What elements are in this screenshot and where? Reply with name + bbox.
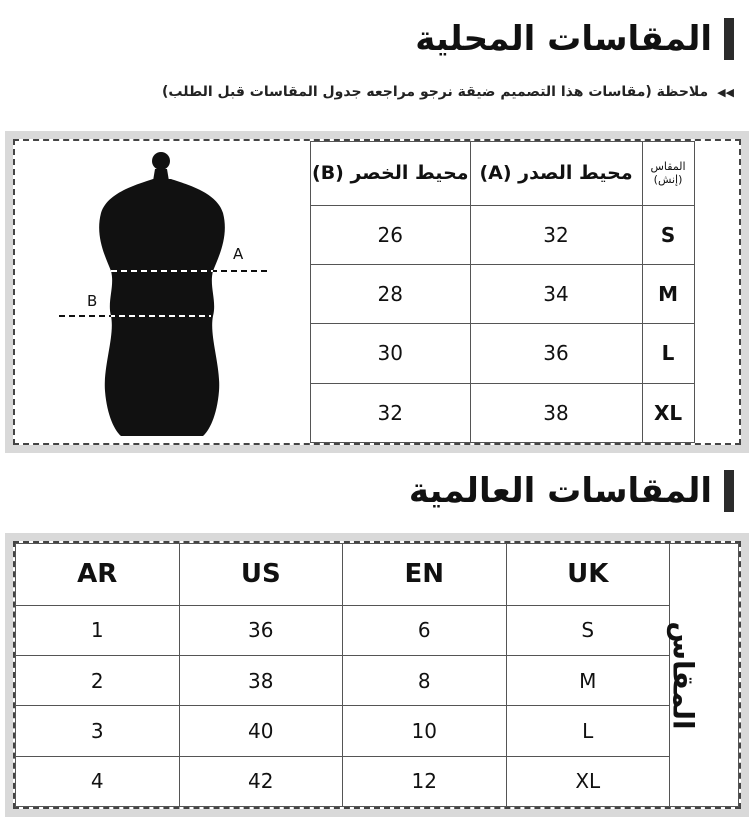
global-size-chart-frame: [5, 533, 749, 817]
uk-cell: XL: [506, 756, 670, 806]
heading-bar: [724, 470, 734, 512]
header-uk: UK: [506, 544, 670, 606]
local-size-table: [310, 141, 695, 443]
chest-cell: 36: [470, 324, 642, 383]
header-waist: محيط الخصر (B): [311, 142, 471, 206]
table-row: [311, 383, 695, 442]
mannequin-icon: [15, 141, 310, 443]
local-size-chart-frame: [5, 131, 749, 453]
uk-cell: L: [506, 706, 670, 756]
header-size: [642, 142, 694, 206]
en-cell: 6: [343, 605, 507, 655]
ar-cell: 4: [16, 756, 180, 806]
local-sizes-heading: [415, 18, 734, 60]
table-row: [311, 205, 695, 264]
en-cell: 12: [343, 756, 507, 806]
ar-cell: 3: [16, 706, 180, 756]
table-header-row: [311, 142, 695, 206]
en-cell: 8: [343, 655, 507, 705]
us-cell: 42: [179, 756, 343, 806]
table-header-row: [16, 544, 739, 606]
global-size-table: [15, 543, 739, 807]
uk-cell: S: [506, 605, 670, 655]
global-size-chart: [13, 541, 741, 809]
table-row: [16, 706, 739, 756]
table-row: [16, 756, 739, 806]
size-cell: M: [642, 265, 694, 324]
table-row: [16, 605, 739, 655]
size-cell: XL: [642, 383, 694, 442]
local-sizes-title: المقاسات المحلية: [415, 19, 712, 59]
header-us: US: [179, 544, 343, 606]
table-row: [311, 324, 695, 383]
size-side-label: [666, 544, 739, 807]
label-b: B: [87, 292, 98, 310]
uk-cell: M: [506, 655, 670, 705]
size-cell: L: [642, 324, 694, 383]
us-cell: 36: [179, 605, 343, 655]
waist-cell: 26: [311, 205, 471, 264]
us-cell: 38: [179, 655, 343, 705]
mannequin-illustration: [15, 141, 310, 443]
header-ar: AR: [16, 544, 180, 606]
size-cell: S: [642, 205, 694, 264]
us-cell: 40: [179, 706, 343, 756]
size-note-text: ملاحظة (مقاسات هذا التصميم ضيقة نرجو مراجعه جدول المقاسات قبل الطلب): [162, 84, 709, 100]
size-note: [162, 84, 734, 100]
heading-bar: [724, 18, 734, 60]
waist-cell: 32: [311, 383, 471, 442]
label-a: A: [233, 245, 244, 263]
en-cell: 10: [343, 706, 507, 756]
waist-cell: 28: [311, 265, 471, 324]
chest-cell: 32: [470, 205, 642, 264]
chest-cell: 38: [470, 383, 642, 442]
global-sizes-heading: [409, 470, 734, 512]
waist-cell: 30: [311, 324, 471, 383]
ar-cell: 2: [16, 655, 180, 705]
ar-cell: 1: [16, 605, 180, 655]
chest-cell: 34: [470, 265, 642, 324]
header-en: EN: [343, 544, 507, 606]
header-size-unit: (إنش): [653, 173, 683, 187]
double-arrow-icon: ◀◀: [717, 86, 734, 99]
table-row: [311, 265, 695, 324]
global-sizes-title: المقاسات العالمية: [408, 471, 712, 511]
header-chest: محيط الصدر (A): [470, 142, 642, 206]
header-size-label: المقاس: [650, 160, 686, 174]
size-side-label-text: المقاس: [666, 620, 700, 730]
local-size-chart: [13, 139, 741, 445]
